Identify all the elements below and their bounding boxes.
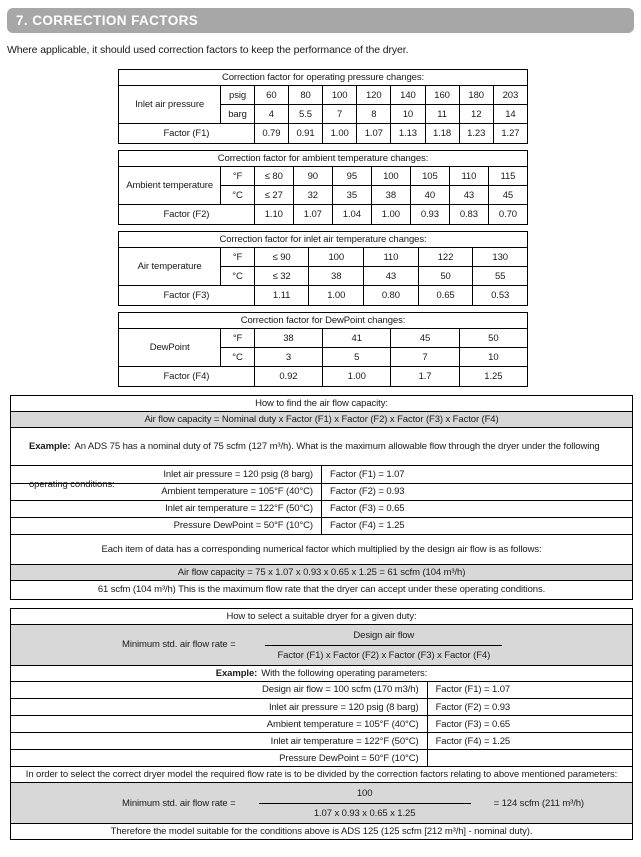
table-val: 1.13	[391, 124, 425, 144]
table-title-row	[119, 151, 528, 167]
parameter-value: Ambient temperature = 105°F (40°C)	[11, 716, 427, 733]
table-val: 80	[288, 86, 322, 105]
parameter-row	[11, 750, 632, 767]
example-text: With the following operating parameters:	[261, 667, 428, 679]
factor-table-f4	[118, 312, 528, 387]
dryer-selection-box	[10, 608, 633, 841]
factor-row	[119, 286, 528, 306]
intro-text: Where applicable, it should used correction factors to keep the performance of the dryer.	[7, 44, 409, 56]
table-val: 1.00	[323, 124, 357, 144]
parameter-row	[11, 733, 632, 750]
table-val: 50	[459, 329, 527, 348]
calc-label: Minimum std. air flow rate =	[122, 797, 236, 809]
parameter-row	[11, 682, 632, 699]
table-val: 38	[371, 186, 410, 205]
table-val: 1.25	[459, 367, 527, 387]
factor-row	[119, 124, 528, 144]
table-title-row	[119, 232, 528, 248]
table-val: 38	[254, 329, 322, 348]
table-label: Inlet air pressure	[119, 86, 221, 124]
table-title: Correction factor for DewPoint changes:	[119, 313, 528, 329]
air-flow-capacity-box	[10, 395, 633, 600]
factor-value: Factor (F2) = 0.93	[427, 699, 632, 716]
factor-value: Factor (F2) = 0.93	[322, 483, 633, 500]
table-val: 1.18	[425, 124, 459, 144]
table-val: 115	[488, 167, 527, 186]
selection-note: In order to select the correct dryer model the required flow rate is to be divided by the correction factors relating to above mentioned parameters:	[11, 767, 632, 783]
capacity-conclusion: 61 scfm (104 m³/h) This is the maximum flow rate that the dryer can accept under these operating conditions.	[97, 583, 546, 595]
table-unit: °F	[221, 329, 255, 348]
table-val: 100	[371, 167, 410, 186]
table-val: 1.00	[371, 205, 410, 225]
formula-fraction	[265, 627, 502, 663]
table-unit: °F	[221, 167, 255, 186]
table-val: 32	[293, 186, 332, 205]
fraction-denominator: Factor (F1) x Factor (F2) x Factor (F3) x Factor (F4)	[277, 649, 491, 661]
table-val: 50	[418, 267, 473, 286]
capacity-box-title: How to find the air flow capacity:	[11, 396, 632, 412]
table-val: 55	[473, 267, 528, 286]
table-label: DewPoint	[119, 329, 221, 367]
table-val: 3	[254, 348, 322, 367]
fraction-denominator: 1.07 x 0.93 x 0.65 x 1.25	[313, 808, 416, 819]
parameter-value: Inlet air pressure = 120 psig (8 barg)	[11, 699, 427, 716]
table-unit: °F	[221, 248, 255, 267]
table-val: 45	[391, 329, 459, 348]
table-val: 1.00	[323, 367, 391, 387]
calc-result: = 124 scfm (211 m³/h)	[493, 797, 584, 809]
table-val: 43	[364, 267, 419, 286]
table-val: 100	[323, 86, 357, 105]
table-val: 10	[391, 105, 425, 124]
capacity-note: Each item of data has a corresponding numerical factor which multiplied by the design air flow is as follows:	[11, 535, 632, 565]
table-unit: °C	[221, 186, 255, 205]
table-val: 41	[323, 329, 391, 348]
table-unit: barg	[221, 105, 255, 124]
table-val: 0.80	[364, 286, 419, 306]
table-val: 38	[309, 267, 364, 286]
table-title-row	[119, 313, 528, 329]
table-val: 90	[293, 167, 332, 186]
table-val: 12	[459, 105, 493, 124]
parameter-value: Ambient temperature = 105°F (40°C)	[11, 483, 322, 500]
table-val: 0.79	[254, 124, 288, 144]
table-val: 43	[449, 186, 488, 205]
table-val: ≤ 90	[254, 248, 309, 267]
parameter-value: Inlet air pressure = 120 psig (8 barg)	[11, 466, 322, 483]
factor-table-f2	[118, 150, 528, 225]
factor-table-f3	[118, 231, 528, 306]
selection-formula-row	[11, 625, 632, 666]
table-title: Correction factor for ambient temperature changes:	[119, 151, 528, 167]
table-val: 10	[459, 348, 527, 367]
table-val: 1.11	[254, 286, 309, 306]
table-val: 5	[323, 348, 391, 367]
example-text: An ADS 75 has a nominal duty of 75 scfm (127 m³/h). What is the maximum allowable flow through the dryer under the following operating conditions:	[29, 441, 600, 490]
table-val: 1.10	[254, 205, 293, 225]
capacity-formula: Air flow capacity = Nominal duty x Factor (F1) x Factor (F2) x Factor (F3) x Factor (F4)	[11, 412, 632, 428]
example-label: Example:	[215, 667, 258, 679]
parameters-table	[11, 682, 632, 768]
table-unit: °C	[221, 348, 255, 367]
factor-value: Factor (F1) = 1.07	[322, 466, 633, 483]
example-label: Example:	[29, 441, 71, 452]
parameter-row	[11, 699, 632, 716]
table-val: 1.23	[459, 124, 493, 144]
factor-value: Factor (F4) = 1.25	[427, 733, 632, 750]
parameter-value: Pressure DewPoint = 50°F (10°C)	[11, 517, 322, 534]
table-val: 7	[391, 348, 459, 367]
unit-row	[119, 86, 528, 105]
table-val: 110	[449, 167, 488, 186]
table-val: 0.65	[418, 286, 473, 306]
capacity-result-formula: Air flow capacity = 75 x 1.07 x 0.93 x 0.65 x 1.25 = 61 scfm (104 m³/h)	[11, 565, 632, 581]
table-label: Ambient temperature	[119, 167, 221, 205]
factor-value: Factor (F3) = 0.65	[322, 500, 633, 517]
table-val: 0.53	[473, 286, 528, 306]
table-val: 100	[309, 248, 364, 267]
table-label: Air temperature	[119, 248, 221, 286]
parameter-row	[11, 716, 632, 733]
table-val: 110	[364, 248, 419, 267]
table-title-row	[119, 70, 528, 86]
unit-row	[119, 248, 528, 267]
table-val: 60	[254, 86, 288, 105]
correction-factor-tables	[0, 69, 641, 387]
table-val: 1.00	[309, 286, 364, 306]
table-val: 160	[425, 86, 459, 105]
selection-box-title: How to select a suitable dryer for a given duty:	[11, 609, 632, 625]
table-val: ≤ 80	[254, 167, 293, 186]
selection-calc-row	[11, 783, 632, 824]
table-val: 120	[357, 86, 391, 105]
parameter-value: Pressure DewPoint = 50°F (10°C)	[11, 750, 427, 767]
table-val: 1.7	[391, 367, 459, 387]
table-flabel: Factor (F3)	[119, 286, 255, 306]
fraction-numerator: 100	[259, 785, 471, 804]
selection-example-row	[11, 666, 632, 682]
factor-row	[119, 367, 528, 387]
table-val: 0.93	[410, 205, 449, 225]
section-title: 7. CORRECTION FACTORS	[16, 13, 199, 28]
factor-value: Factor (F1) = 1.07	[427, 682, 632, 699]
table-val: 8	[357, 105, 391, 124]
table-val: 105	[410, 167, 449, 186]
unit-row	[119, 167, 528, 186]
table-title: Correction factor for inlet air temperature changes:	[119, 232, 528, 248]
table-val: 40	[410, 186, 449, 205]
table-val: 0.83	[449, 205, 488, 225]
fraction-numerator: Design air flow	[265, 627, 502, 646]
table-val: 0.91	[288, 124, 322, 144]
table-val: 122	[418, 248, 473, 267]
factor-table-f1	[118, 69, 528, 144]
table-unit: °C	[221, 267, 255, 286]
table-val: 1.04	[332, 205, 371, 225]
table-val: 7	[323, 105, 357, 124]
table-unit: psig	[221, 86, 255, 105]
formula-label: Minimum std. air flow rate =	[122, 639, 236, 650]
factor-value: Factor (F3) = 0.65	[427, 716, 632, 733]
table-val: 203	[493, 86, 527, 105]
table-val: 35	[332, 186, 371, 205]
table-flabel: Factor (F4)	[119, 367, 255, 387]
table-flabel: Factor (F1)	[119, 124, 255, 144]
table-val: 45	[488, 186, 527, 205]
table-val: ≤ 32	[254, 267, 309, 286]
table-val: 5.5	[288, 105, 322, 124]
table-val: 14	[493, 105, 527, 124]
table-val: 95	[332, 167, 371, 186]
table-title: Correction factor for operating pressure changes:	[119, 70, 528, 86]
table-flabel: Factor (F2)	[119, 205, 255, 225]
table-val: 0.70	[488, 205, 527, 225]
parameter-value: Design air flow = 100 scfm (170 m3/h)	[11, 682, 427, 699]
table-val: 1.27	[493, 124, 527, 144]
parameter-value: Inlet air temperature = 122°F (50°C)	[11, 500, 322, 517]
table-val: 180	[459, 86, 493, 105]
table-val: 4	[254, 105, 288, 124]
factor-value: Factor (F4) = 1.25	[322, 517, 633, 534]
table-val: 1.07	[357, 124, 391, 144]
factor-row	[119, 205, 528, 225]
table-val: ≤ 27	[254, 186, 293, 205]
factor-value	[427, 750, 632, 767]
parameter-row	[11, 517, 632, 534]
parameter-value: Inlet air temperature = 122°F (50°C)	[11, 733, 427, 750]
table-val: 11	[425, 105, 459, 124]
table-val: 130	[473, 248, 528, 267]
table-val: 1.07	[293, 205, 332, 225]
table-val: 140	[391, 86, 425, 105]
calc-fraction	[259, 785, 471, 821]
unit-row	[119, 329, 528, 348]
section-banner	[7, 8, 634, 33]
selection-conclusion: Therefore the model suitable for the conditions above is ADS 125 (125 scfm [212 m³/h] - nominal duty).	[110, 826, 533, 837]
table-val: 0.92	[254, 367, 322, 387]
